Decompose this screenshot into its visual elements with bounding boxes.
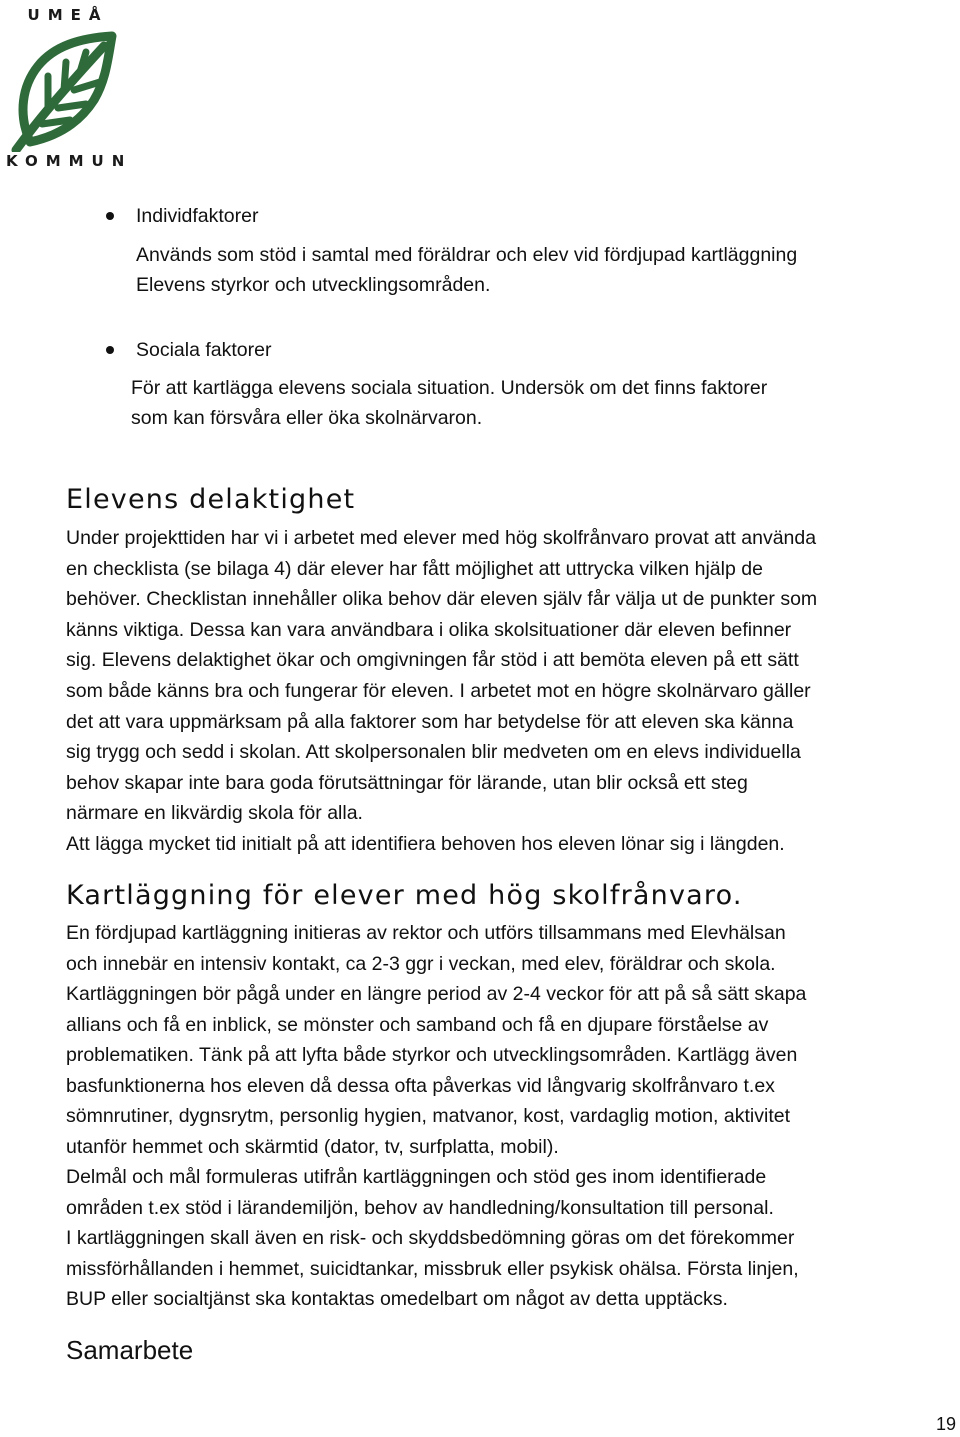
paragraph-line: sig. Elevens delaktighet ökar och omgivningen får stöd i att bemöta eleven på ett sätt <box>66 649 799 672</box>
paragraph-line: allians och få en inblick, se mönster och samband och få en djupare förståelse av <box>66 1013 769 1036</box>
paragraph-line: Delmål och mål formuleras utifrån kartläggningen och stöd ges inom identifierade <box>66 1166 767 1188</box>
paragraph-line: Under projekttiden har vi i arbetet med elever med hög skolfrånvaro provat att använda <box>66 527 817 549</box>
paragraph-line: En fördjupad kartläggning initieras av rektor och utförs tillsammans med Elevhälsan <box>66 922 786 944</box>
leaf-icon <box>8 24 128 152</box>
section-heading: Elevens delaktighet <box>66 484 356 515</box>
section-paragraph <box>66 918 956 1315</box>
umea-kommun-logo <box>6 4 133 170</box>
paragraph-line: Att lägga mycket tid initialt på att identifiera behoven hos eleven lönar sig i längden. <box>66 832 785 855</box>
logo-top-text: UMEÅ <box>27 6 109 24</box>
bullet-line: Elevens styrkor och utvecklingsområden. <box>136 274 491 296</box>
paragraph-line: känns viktiga. Dessa kan vara användbara i olika skolsituationer där eleven befinner <box>66 618 792 641</box>
page-number: 19 <box>935 1414 956 1434</box>
paragraph-line: närmare en likvärdig skola för alla. <box>66 802 363 825</box>
paragraph-line: basfunktionerna hos eleven då dessa ofta påverkas vid långvarig skolfrånvaro t.ex <box>66 1074 775 1097</box>
paragraph-line: områden t.ex stöd i lärandemiljön, behov av handledning/konsultation till personal. <box>66 1196 774 1219</box>
paragraph-line: behov skapar inte bara goda förutsättningar för lärande, utan blir också ett steg <box>66 771 748 794</box>
paragraph-line: en checklista (se bilaga 4) där elever har fått möjlighet att uttrycka vilken hjälp de <box>66 557 763 580</box>
bullet-body <box>131 373 767 433</box>
bullet-title: Individfaktorer <box>136 205 259 227</box>
paragraph-line: och innebär en intensiv kontakt, ca 2-3 ggr i veckan, med elev, föräldrar och skola. <box>66 952 776 975</box>
bullet-body <box>136 240 797 300</box>
paragraph-line: utanför hemmet och skärmtid (dator, tv, surfplatta, mobil). <box>66 1135 559 1158</box>
bullet-line: För att kartlägga elevens sociala situation. Undersök om det finns faktorer <box>131 377 768 399</box>
paragraph-line: Kartläggningen bör pågå under en längre period av 2-4 veckor för att på så sätt skapa <box>66 983 807 1005</box>
paragraph-line: som både känns bra och fungerar för eleven. I arbetet mot en högre skolnärvaro gäller <box>66 679 811 702</box>
paragraph-line: problematiken. Tänk på att lyfta både styrkor och utvecklingsområden. Kartlägg även <box>66 1044 798 1066</box>
logo-bottom-text: KOMMUN <box>6 152 133 170</box>
section-paragraph <box>66 523 956 860</box>
bullet-icon <box>106 212 114 220</box>
paragraph-line: I kartläggningen skall även en risk- och skyddsbedömning göras om det förekommer <box>66 1227 795 1249</box>
paragraph-line: behöver. Checklistan innehåller olika behov där eleven själv får välja ut de punkter som <box>66 588 818 611</box>
paragraph-line: sig trygg och sedd i skolan. Att skolpersonalen blir medveten om en elevs individuella <box>66 741 801 764</box>
paragraph-line: missförhållanden i hemmet, suicidtankar, missbruk eller psykisk ohälsa. Första linjen, <box>66 1257 799 1280</box>
bullet-icon <box>106 346 114 354</box>
paragraph-line: det att vara uppmärksam på alla faktorer som har betydelse för att eleven ska känna <box>66 710 794 733</box>
bullet-title: Sociala faktorer <box>136 339 272 361</box>
paragraph-line: sömnrutiner, dygnsrytm, personlig hygien, matvanor, kost, vardaglig motion, aktivitet <box>66 1105 791 1127</box>
section-heading: Kartläggning för elever med hög skolfrånvaro. <box>66 880 743 911</box>
bullet-line: som kan försvåra eller öka skolnärvaron. <box>131 407 483 429</box>
paragraph-line: BUP eller socialtjänst ska kontaktas omedelbart om något av detta upptäcks. <box>66 1288 728 1310</box>
section-heading: Samarbete <box>66 1335 194 1365</box>
bullet-line: Används som stöd i samtal med föräldrar och elev vid fördjupad kartläggning <box>136 244 798 266</box>
